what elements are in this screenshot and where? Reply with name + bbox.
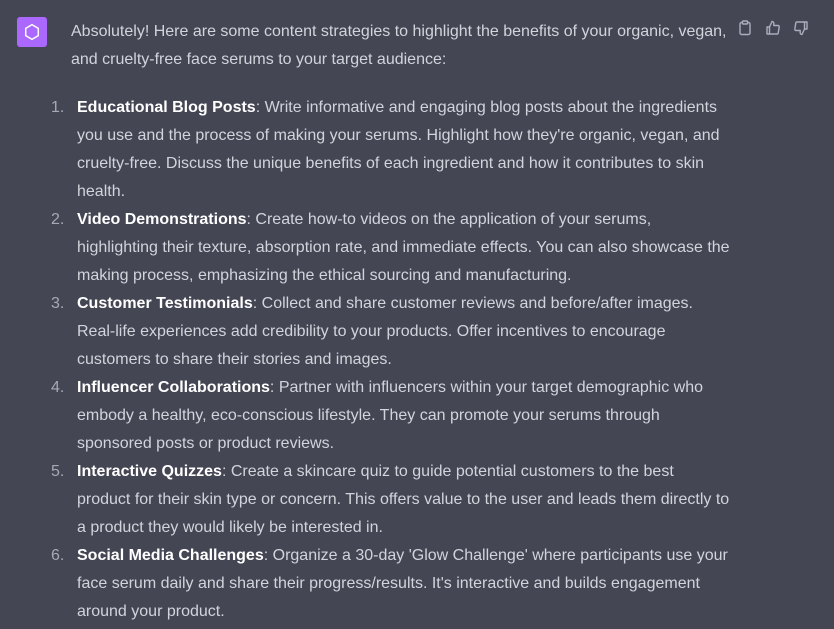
list-item [51,206,731,290]
list-item [51,374,731,458]
item-text: : Organize a 30-day 'Glow Challenge' where participants use your face serum daily and share their progress/results. It's interactive and builds engagement around your product. [77,547,728,620]
item-title: Influencer Collaborations [77,379,270,396]
thumbs-down-button[interactable] [792,19,810,37]
thumbs-down-icon [793,20,809,36]
message-actions [736,19,810,37]
list-number: 3. [51,295,65,312]
list-number: 1. [51,99,65,116]
assistant-avatar [17,17,47,47]
strategy-list [51,94,731,626]
item-text: : Write informative and engaging blog posts about the ingredients you use and the process of making your serums. Highlight how they're organic, vegan, and cruelty-free. Discuss the unique benefits of each ingredient and how it contributes to skin health. [77,99,720,200]
assistant-message [51,18,731,626]
item-text: : Create a skincare quiz to guide potential customers to the best product for their skin type or concern. This offers value to the user and leads them directly to a product they would likely be interested in. [77,463,730,536]
list-item [51,94,731,206]
clipboard-icon [737,20,753,36]
item-text: : Collect and share customer reviews and before/after images. Real-life experiences add credibility to your products. Offer incentives to encourage customers to share their stories and images. [77,295,693,368]
item-text: : Partner with influencers within your target demographic who embody a healthy, eco-conscious lifestyle. They can promote your serums through sponsored posts or product reviews. [77,379,704,452]
list-item [51,290,731,374]
item-title: Video Demonstrations [77,211,247,228]
list-item [51,542,731,626]
list-number: 4. [51,379,65,396]
copy-button[interactable] [736,19,754,37]
thumbs-up-button[interactable] [764,19,782,37]
message-intro: Absolutely! Here are some content strategies to highlight the benefits of your organic, vegan, and cruelty-free face serums to your target audience: [71,23,727,68]
item-title: Educational Blog Posts [77,99,256,116]
item-title: Social Media Challenges [77,547,264,564]
list-number: 5. [51,463,65,480]
item-text: : Create how-to videos on the application of your serums, highlighting their texture, absorption rate, and immediate effects. You can also showcase the making process, emphasizing the ethical sourcing and manufacturing. [77,211,730,284]
thumbs-up-icon [765,20,781,36]
list-number: 6. [51,547,65,564]
item-title: Customer Testimonials [77,295,253,312]
list-item [51,458,731,542]
openai-logo-icon [21,21,43,43]
list-number: 2. [51,211,65,228]
item-title: Interactive Quizzes [77,463,222,480]
